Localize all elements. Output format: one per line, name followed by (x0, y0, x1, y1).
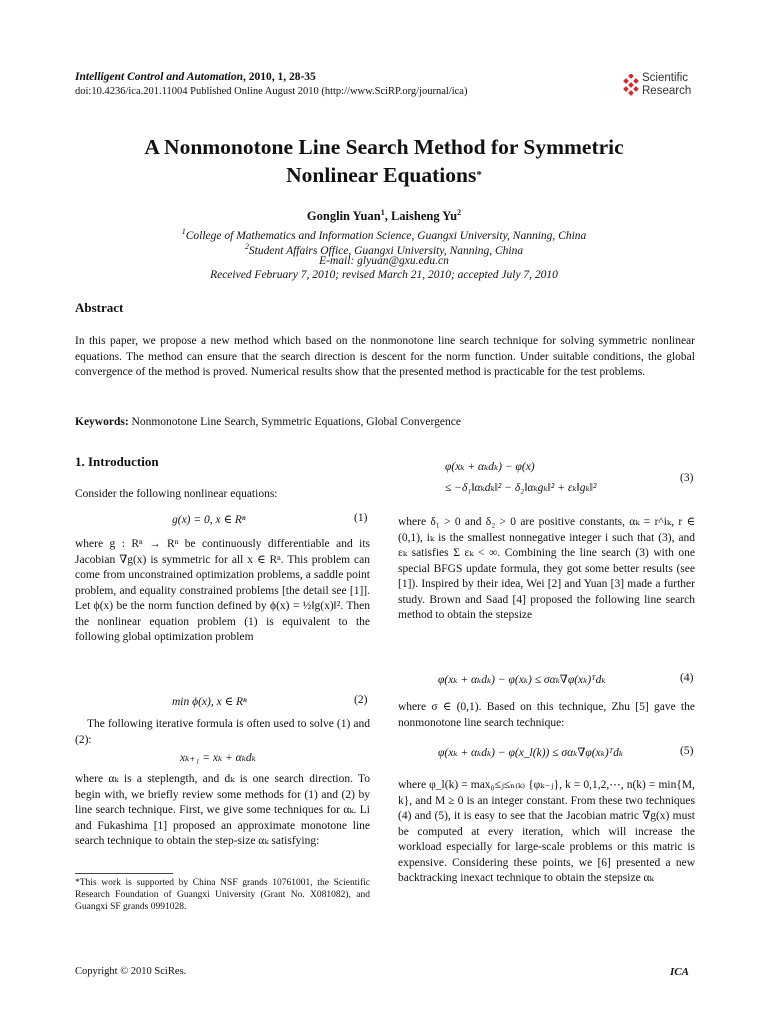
keywords-text: Nonmonotone Line Search, Symmetric Equations, Global Convergence (128, 416, 461, 428)
title-line-2: Nonlinear Equations (286, 163, 477, 187)
author-1-sup: 1 (380, 208, 385, 217)
author-2: , Laisheng Yu (384, 209, 458, 224)
affil-sup: 1 (181, 227, 186, 236)
footnote-divider (75, 873, 173, 874)
abstract-heading: Abstract (75, 300, 124, 315)
journal-abbrev: ICA (670, 966, 689, 978)
received-dates: Received February 7, 2010; revised March 21, 2010; accepted July 7, 2010 (210, 269, 558, 281)
keywords-label: Keywords: (75, 416, 129, 428)
equation-1: g(x) = 0, x ∈ Rⁿ (172, 514, 246, 526)
affil-text: Student Affairs Office, Guangxi University, Nanning, China (248, 244, 524, 257)
right-para-3: where φ_l(k) = max₀≤ⱼ≤ₙ₍ₖ₎ {φₖ₋ⱼ}, k = 0,1,2,⋯, n(k) = min{M, k}, and M ≥ 0 is an integer constant. From these two techniques (4) and (5), it is easy to see that the Jacobian matric ∇g(x) must be computed at every iteration, which will increase the workload especially for large-scale problems or this matric is expensive. Considering these points, we [6] presented a new backtracking inexact technique to obtain the stepsize αₖ (398, 779, 695, 884)
right-para-2: where σ ∈ (0,1). Based on this technique, Zhu [5] gave the nonmonotone line search technique: (398, 701, 695, 729)
title-footnote-mark: * (476, 169, 482, 181)
title-line-1: A Nonmonotone Line Search Method for Symmetric (144, 135, 624, 159)
equation-3-line-2: ≤ −δ₁‖αₖdₖ‖² − δ₂‖αₖgₖ‖² + εₖ‖gₖ‖² (445, 482, 597, 494)
intro-heading: 1. Introduction (75, 454, 159, 469)
left-para-1: Consider the following nonlinear equations: (75, 488, 278, 500)
equation-2-number: (2) (354, 694, 368, 706)
equation-5-number: (5) (680, 745, 694, 757)
logo-line-1: Scientific (642, 72, 689, 84)
keywords (75, 416, 461, 428)
equation-3-line-1: φ(xₖ + αₖdₖ) − φ(x) (445, 461, 535, 473)
equation-5: φ(xₖ + αₖdₖ) − φ(x_l(k)) ≤ σαₖ∇φ(xₖ)ᵀdₖ (438, 747, 624, 759)
affil-sup: 2 (244, 242, 249, 251)
journal-volume: , 2010, 1, 28-35 (242, 71, 316, 83)
equation-4-number: (4) (680, 672, 694, 684)
right-para-1: where δ₁ > 0 and δ₂ > 0 are positive constants, αₖ = r^iₖ, r ∈ (0,1), iₖ is the smallest nonnegative integer i such that (3), and εₖ satisfies Σ εₖ < ∞. Combining the line search (3) with one special BFGS update formula, they got some better results (see [1]). Inspired by their idea, Wei [2] and Yuan [3] made a further study. Brown and Saad [4] proposed the following line search method to obtain the stepsize (398, 516, 695, 621)
left-para-3: The following iterative formula is often used to solve (1) and (2): (75, 718, 370, 746)
equation-3-number: (3) (680, 472, 694, 484)
author-1: Gonglin Yuan (306, 209, 381, 224)
footnote: *This work is supported by China NSF grands 10761001, the Scientific Research Foundation of Guangxi University (Grant No. X081082), and Guangxi SF grands 0991028. (75, 878, 370, 912)
abstract-text: In this paper, we propose a new method which based on the nonmonotone line search technique for solving symmetric nonlinear equations. The method can ensure that the search direction is descent for the norm function. Under suitable conditions, the global convergence of the method is proved. Numerical results show that the presented method is practicable for the test problems. (75, 335, 695, 378)
author-2-sup: 2 (457, 208, 462, 217)
paper-title (60, 133, 708, 189)
email-line: E-mail: glyuan@gxu.edu.cn (319, 255, 449, 267)
affil-text: College of Mathematics and Information Science, Guangxi University, Nanning, China (185, 229, 587, 242)
copyright: Copyright © 2010 SciRes. (75, 966, 187, 977)
publisher-logo (622, 72, 702, 102)
equation-2: min ϕ(x), x ∈ Rⁿ (172, 696, 247, 708)
iteration-formula: xₖ₊₁ = xₖ + αₖdₖ (180, 752, 256, 764)
doi-line: doi:10.4236/ica.201.11004 Published Online August 2010 (http://www.SciRP.org/journal/ica) (75, 86, 468, 97)
author-list (60, 208, 708, 224)
logo-line-2: Research (642, 85, 692, 97)
journal-name: Intelligent Control and Automation (75, 71, 243, 83)
left-para-4: where αₖ is a steplength, and dₖ is one search direction. To begin with, we briefly review some methods for (1) and (2) by line search technique. First, we give some techniques for αₖ. Li and Fukashima [1] proposed an approximate monotone line search technique to obtain the step-size αₖ satisfying: (75, 773, 370, 847)
equation-1-number: (1) (354, 512, 368, 524)
journal-citation (75, 71, 316, 83)
equation-4: φ(xₖ + αₖdₖ) − φ(xₖ) ≤ σαₖ∇φ(xₖ)ᵀdₖ (438, 674, 606, 686)
scientific-research-logo-icon (622, 74, 640, 96)
left-para-2: where g : Rⁿ → Rⁿ be continuously differentiable and its Jacobian ∇g(x) is symmetric for all x ∈ Rⁿ. This problem can come from unconstrained optimization problems, a saddle point problem, and equality constrained problems [the detail see [1]]. Let ϕ(x) be the norm function defined by ϕ(x) = ½‖g(x)‖². Then the nonlinear equation problem (1) is equivalent to the following global optimization problem (75, 538, 370, 643)
